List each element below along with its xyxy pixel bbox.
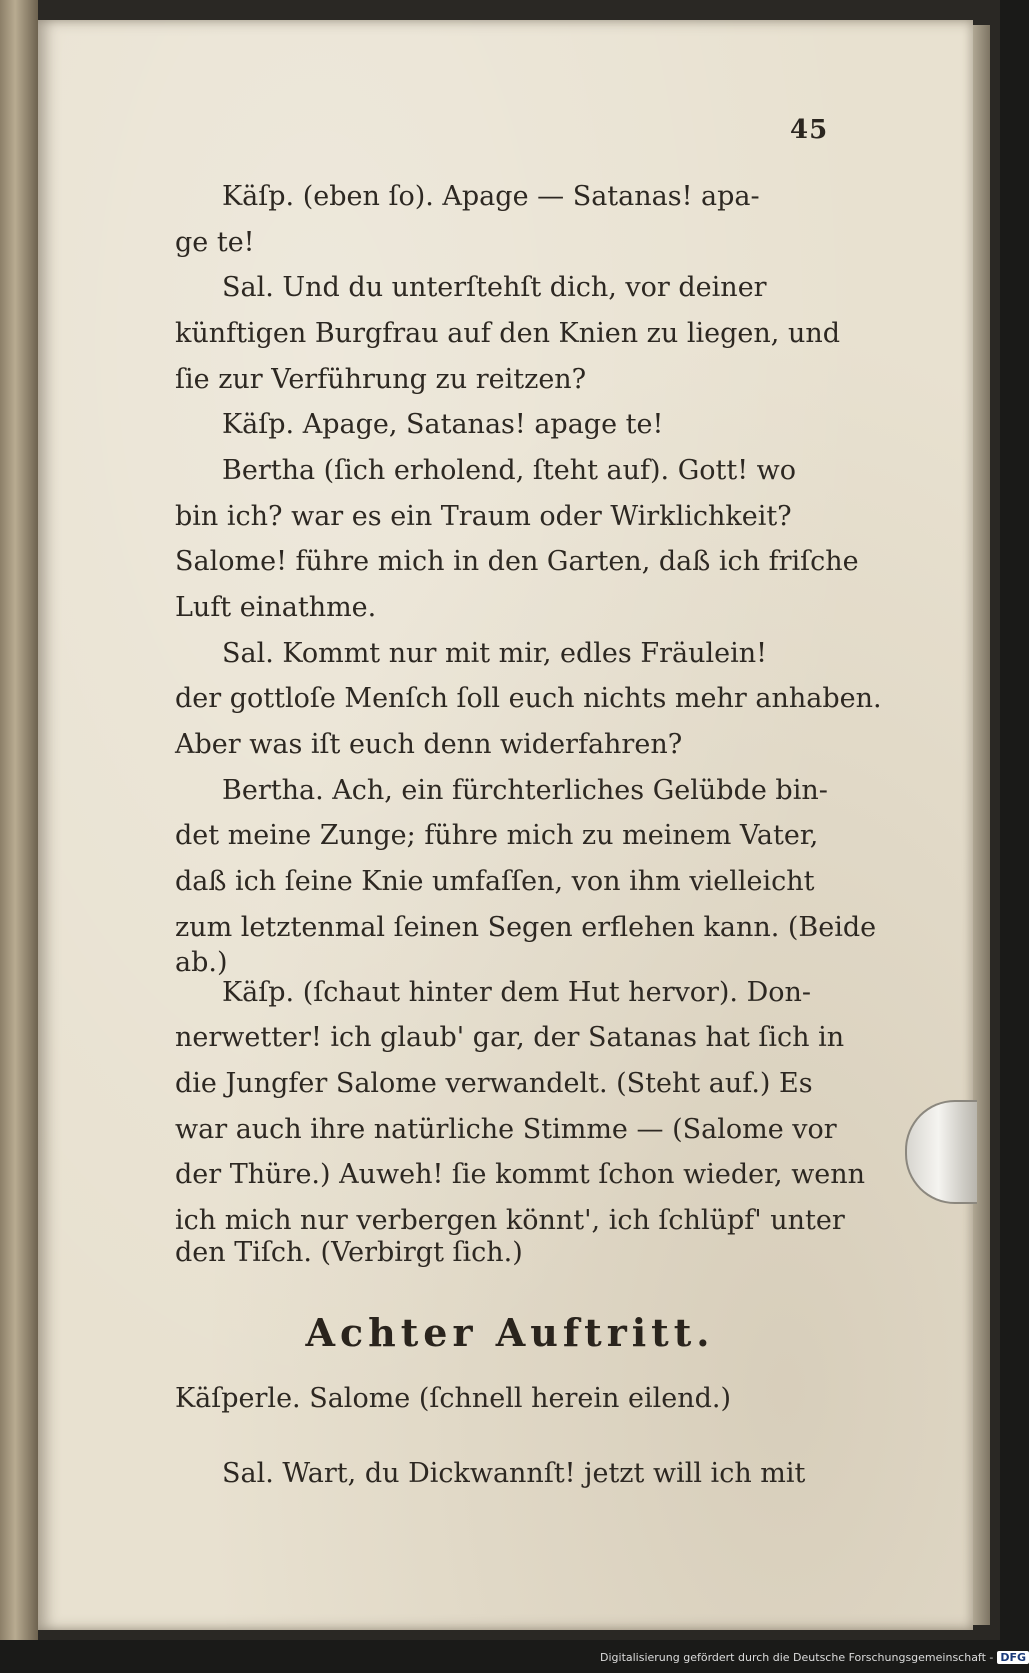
text-line: künftigen Burgfrau auf den Knien zu liegen, und bbox=[175, 318, 841, 349]
text-line: Sal. Kommt nur mit mir, edles Fräulein! bbox=[222, 638, 767, 669]
scene-heading: Achter Auftritt. bbox=[305, 1310, 715, 1355]
text-line: ge te! bbox=[175, 227, 255, 258]
text-line: Käſp. (ſchaut hinter dem Hut hervor). Don- bbox=[222, 977, 812, 1008]
scene-cast-line: Käſperle. Salome (ſchnell herein eilend.) bbox=[175, 1383, 731, 1414]
dfg-logo-icon: DFG bbox=[997, 1651, 1029, 1664]
digitization-footer bbox=[600, 1651, 1027, 1669]
text-line: Bertha (ſich erholend, ſteht auf). Gott! wo bbox=[222, 455, 797, 486]
page-right-edge bbox=[970, 25, 990, 1625]
text-line: bin ich? war es ein Traum oder Wirklichkeit? bbox=[175, 501, 792, 532]
text-line: ich mich nur verbergen könnt', ich ſchlüpf' unter bbox=[175, 1205, 845, 1236]
text-line: daß ich ſeine Knie umfaſſen, von ihm vielleicht bbox=[175, 866, 815, 897]
text-line: nerwetter! ich glaub' gar, der Satanas hat ſich in bbox=[175, 1022, 845, 1053]
text-line: ab.) bbox=[175, 947, 228, 978]
footer-text: Digitalisierung gefördert durch die Deutsche Forschungsgemeinschaft - bbox=[600, 1651, 994, 1664]
text-line: der Thüre.) Auweh! ſie kommt ſchon wieder, wenn bbox=[175, 1159, 866, 1190]
text-line: den Tiſch. (Verbirgt ſich.) bbox=[175, 1237, 523, 1268]
text-line: Käſp. (eben ſo). Apage — Satanas! apa- bbox=[222, 181, 760, 212]
text-line: det meine Zunge; führe mich zu meinem Vater, bbox=[175, 820, 819, 851]
text-line: Salome! führe mich in den Garten, daß ich friſche bbox=[175, 546, 859, 577]
page-number: 45 bbox=[790, 115, 829, 145]
text-line: Bertha. Ach, ein fürchterliches Gelübde bin- bbox=[222, 775, 828, 806]
text-line: der gottloſe Menſch ſoll euch nichts mehr anhaben. bbox=[175, 683, 882, 714]
text-line: Käſp. Apage, Satanas! apage te! bbox=[222, 409, 664, 440]
text-line: Sal. Und du unterſtehſt dich, vor deiner bbox=[222, 272, 767, 303]
text-line: ſie zur Verführung zu reitzen? bbox=[175, 364, 587, 395]
text-line: war auch ihre natürliche Stimme — (Salome vor bbox=[175, 1114, 837, 1145]
text-line: die Jungfer Salome verwandelt. (Steht auf.) Es bbox=[175, 1068, 813, 1099]
text-line: Aber was iſt euch denn widerfahren? bbox=[175, 729, 683, 760]
text-line: Sal. Wart, du Dickwannſt! jetzt will ich mit bbox=[222, 1458, 806, 1489]
left-page-edge bbox=[0, 0, 38, 1640]
text-line: zum letztenmal ſeinen Segen erflehen kann. (Beide bbox=[175, 912, 877, 943]
text-line: Luft einathme. bbox=[175, 592, 377, 623]
